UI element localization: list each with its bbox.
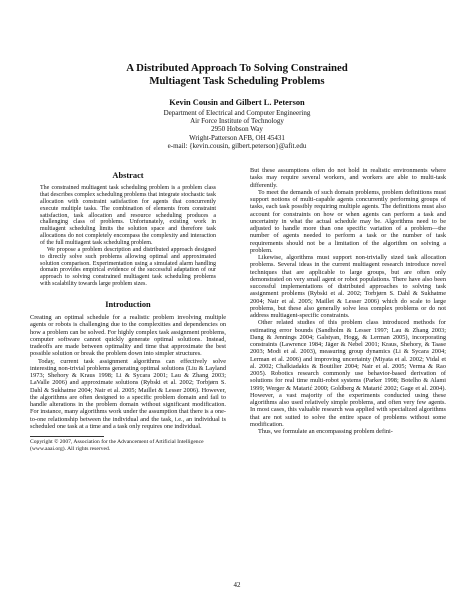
abstract-body <box>30 185 226 288</box>
abstract-paragraph: The constrained multiagent task scheduling problem is a problem class that describes complex scheduling problems that integrate stochastic task allocation with constraint satisfaction for agents that concurrently execute multiple tasks. The combination of elements from constraint satisfaction, task allocation and resource scheduling produces a challenging class of problems. Unfortunately, existing work in multiagent scheduling limits the solution space and therefore task allocations do not completely encompass the complexity and interaction of the full multiagent task scheduling problem. <box>40 185 216 246</box>
abstract-heading: Abstract <box>112 171 144 180</box>
affiliation-email: e-mail: {kevin.cousin, gilbert.peterson}@afit.edu <box>167 141 307 150</box>
abstract-paragraph: We propose a problem description and distributed approach designed to directly solve such problems allowing optimal and approximated solution comparison. Experimentation using a simulated alarm handling domain provides empirical evidence of the successful adaptation of our approach to solving constrained multiagent task scheduling problems with scalability towards large problem sizes. <box>40 246 216 288</box>
left-column <box>30 172 226 452</box>
copyright-footnote: Copyright © 2007, Association for the Advancement of Artificial Intelligence (www.aaai.org). All rights reserved. <box>30 439 204 452</box>
affiliation-institute: Air Force Institute of Technology <box>190 117 284 126</box>
right-column <box>250 167 446 435</box>
footnote-rule <box>30 436 104 437</box>
page-number: 42 <box>233 581 241 589</box>
intro-paragraph: Creating an optimal schedule for a realistic problem involving multiple agents or robots is challenging due to the complexities and dependencies on how a problem can be solved. For highly complex task assignment problems, computer software cannot quickly generate optimal solutions. Instead, tradeoffs are made between optimality and time that approximate the best possible solution or break the problem down into simpler structures. <box>30 314 226 358</box>
introduction-heading: Introduction <box>105 299 151 309</box>
affiliation <box>40 109 434 150</box>
body-paragraph: Likewise, algorithms must support non-trivially sized task allocation problems. Several ideas in the current multiagent research introduce novel techniques that are applicable to large groups, but are often only demonstrated on very small agent or robot populations. There have also been successful implementations of distributed approaches to solving task assignment problems (Rybski et al. 2002; Torbjørn S. Dahl & Sukhatme 2004; Nair et al. 2005; Maillet & Lesser 2006) which do scale to large problems, but these also generally solve less complex problems or do not address multiagent-specific constraints. <box>250 254 446 319</box>
authors: Kevin Cousin and Gilbert L. Peterson <box>169 98 305 107</box>
affiliation-city: Wright-Patterson AFB, OH 45431 <box>189 133 285 142</box>
paper-title <box>40 62 434 88</box>
affiliation-street: 2950 Hobson Way <box>211 125 263 134</box>
body-paragraph: Other related studies of this problem class introduced methods for estimating error bounds (Sandholm & Lesser 1997; Lau & Zhang 2003; Dang & Jennings 2004; Galstyan, Hogg, & Lerman 2005), incorporating constraints (Lawrence 1984; Jäger & Nebel 2001; Kraus, Shehory, & Taase 2003; Modi et al. 2003), measuring group dynamics (Li & Sycara 2004; Lerman et al. 2006) and improving uncertainty (Miyata et al. 2002; Vidal et al. 2002; Chalkiadakis & Boutilier 2004; Nair et al. 2005; Verma & Rao 2005). Robotics research commonly use behavior-based derivation of solutions for real time multi-robot systems (Parker 1998; Botelho & Alami 1999; Werger & Matarić 2000; Goldberg & Matarić 2002; Gage et al. 2004). However, a vast majority of the experiments conducted using these algorithms also used relatively simple problems, and often very few agents. In most cases, this valuable research was applied with specialized algorithms that are not suited to solve the entire space of problems without some modification. <box>250 319 446 428</box>
intro-paragraph: Today, current task assignment algorithms can effectively solve interesting non-trivial problems generating optimal solutions (Liu & Layland 1973; Shehory & Kraus 1998; Li & Sycara 2001; Lau & Zhang 2003; LaValle 2006) and approximate solutions (Rybski et al. 2002; Torbjørn S. Dahl & Sukhatme 2004; Nair et al. 2005; Maillet & Lesser 2006). However, the algorithms are often designed to a specific problem domain and fail to handle alterations in the problem domain without significant modification. For instance, many algorithms work under the assumption that there is a one-to-one relationship between the individual and the task, i.e., an individual is scheduled one task at a time and a task only requires one individual. <box>30 357 226 430</box>
body-paragraph: To meet the demands of such domain problems, problem definitions must support notions of multi-capable agents concurrently performing groups of tasks, each task possibly requiring multiple agents. The definitions must also account for constraints on how or when agents can perform a task and uncertainty in what the actual schedule may be. Algorithms need to be adjusted to handle more than one specific variation of a problem—the number of agents needed to perform a task or the number of task requirements should not be a limitation of the algorithm on solving a problem. <box>250 188 446 254</box>
body-paragraph: Thus, we formulate an encompassing problem defini- <box>258 428 393 435</box>
title-line-1: A Distributed Approach To Solving Constrained <box>126 62 348 74</box>
body-paragraph: But these assumptions often do not hold in realistic environments where tasks may require several workers, and workers are able to multi-task differently. <box>250 167 446 189</box>
title-line-2: Multiagent Task Scheduling Problems <box>149 75 325 87</box>
affiliation-dept: Department of Electrical and Computer Engineering <box>163 109 311 117</box>
